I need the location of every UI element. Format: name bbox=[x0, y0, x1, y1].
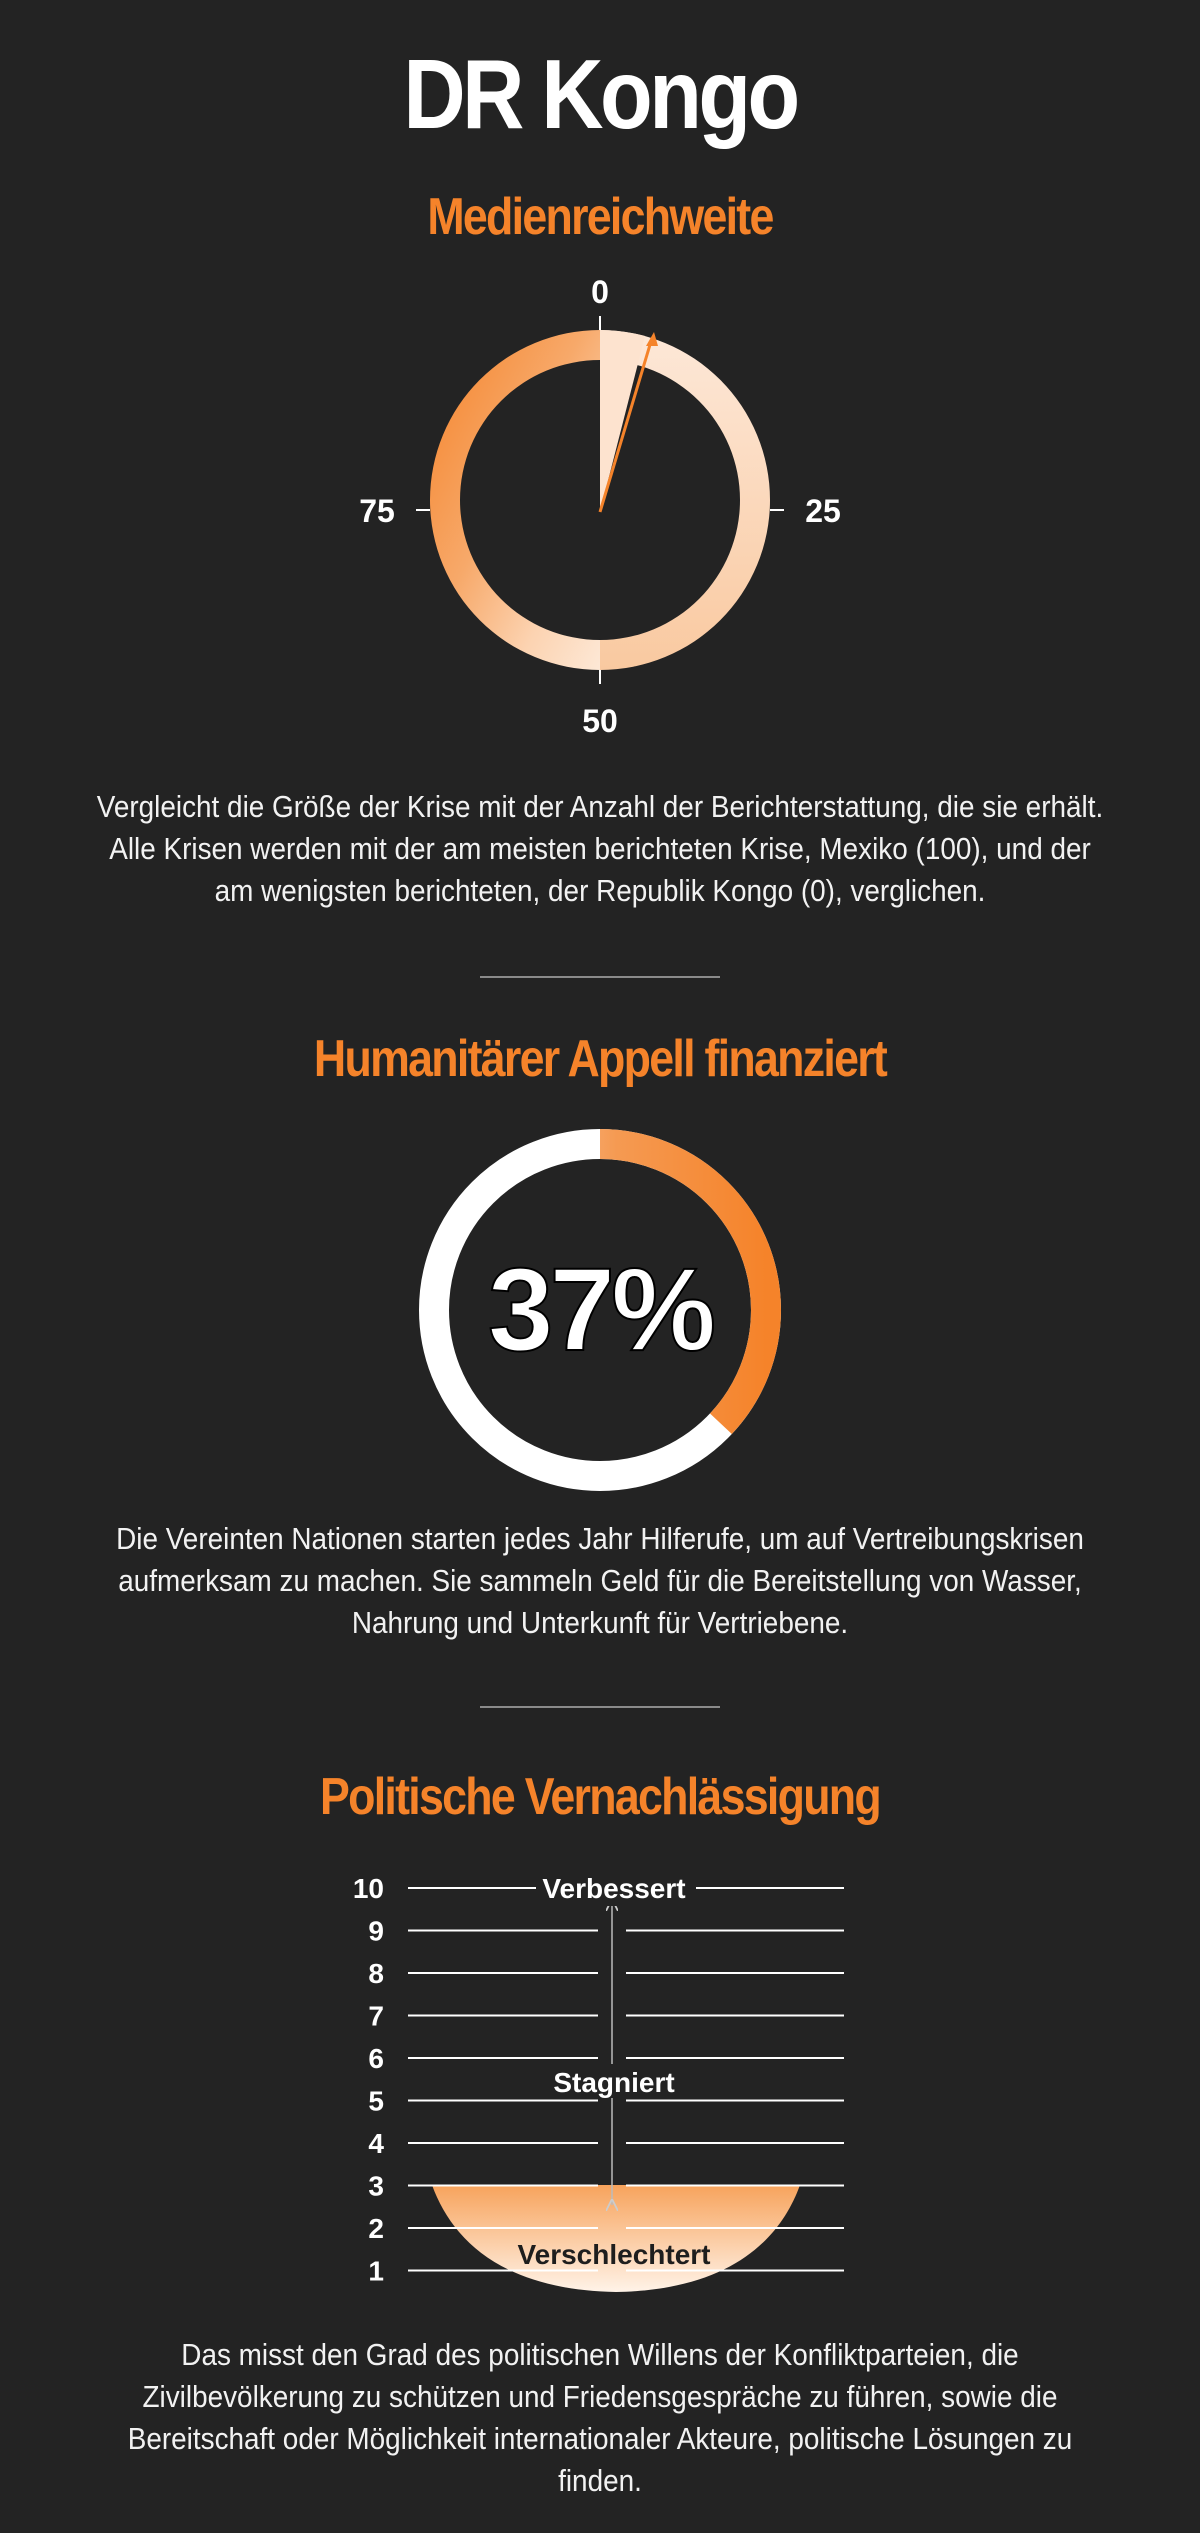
scale-label-3: 3 bbox=[368, 2170, 384, 2202]
media-reach-description: Vergleicht die Größe der Krise mit der Anzahl der Berichterstattung, die sie erhält. Alle Krisen werden mit der am meisten berichteten Krise, Mexiko (100), und der am wenigsten berichteten, der Republik Kongo (0), verglichen. bbox=[96, 789, 1104, 908]
gauge-tick-75: 75 bbox=[359, 493, 395, 529]
media-reach-title: Medienreichweite bbox=[427, 188, 773, 246]
scale-label-8: 8 bbox=[368, 1958, 384, 1989]
scale-label-6: 6 bbox=[368, 2043, 384, 2074]
scale-label-10: 10 bbox=[352, 1873, 384, 1904]
appeal-donut bbox=[410, 1120, 790, 1500]
scale-label-9: 9 bbox=[368, 1915, 384, 1947]
gauge-ring-left bbox=[430, 330, 600, 670]
appeal-title: Humanitärer Appell finanziert bbox=[313, 1030, 887, 1088]
scale-label-4: 4 bbox=[368, 2128, 384, 2159]
gauge-tick-25: 25 bbox=[805, 493, 841, 529]
divider-2 bbox=[480, 1706, 720, 1708]
scale-label-2: 2 bbox=[368, 2213, 384, 2244]
page-title: DR Kongo bbox=[403, 39, 797, 149]
scale-label-7: 7 bbox=[368, 2000, 384, 2032]
gauge-tick-0: 0 bbox=[591, 274, 609, 310]
label-stagniert: Stagniert bbox=[553, 2067, 675, 2098]
label-verbessert: Verbessert bbox=[542, 1873, 686, 1904]
political-scale bbox=[340, 1860, 860, 2300]
label-verschlechtert: Verschlechtert bbox=[517, 2239, 711, 2270]
political-description: Das misst den Grad des politischen Willens der Konfliktparteien, die Zivilbevölkerung zu schützen und Friedensgespräche zu führen, sowie die Bereitschaft oder Möglichkeit internationaler Akteure, politische Lösungen zu finden. bbox=[127, 2337, 1073, 2498]
divider-1 bbox=[480, 976, 720, 978]
gauge-tick-50: 50 bbox=[582, 703, 618, 739]
political-title: Politische Vernachlässigung bbox=[320, 1768, 880, 1826]
scale-label-5: 5 bbox=[368, 2085, 384, 2117]
media-reach-gauge bbox=[340, 270, 860, 750]
appeal-description: Die Vereinten Nationen starten jedes Jahr Hilferufe, um auf Vertreibungskrisen aufmerksam zu machen. Sie sammeln Geld für die Bereitstellung von Wasser, Nahrung und Unterkunft für Vertriebene. bbox=[116, 1521, 1084, 1640]
scale-label-1: 1 bbox=[368, 2255, 384, 2287]
donut-percent-label: 37% bbox=[487, 1244, 713, 1376]
